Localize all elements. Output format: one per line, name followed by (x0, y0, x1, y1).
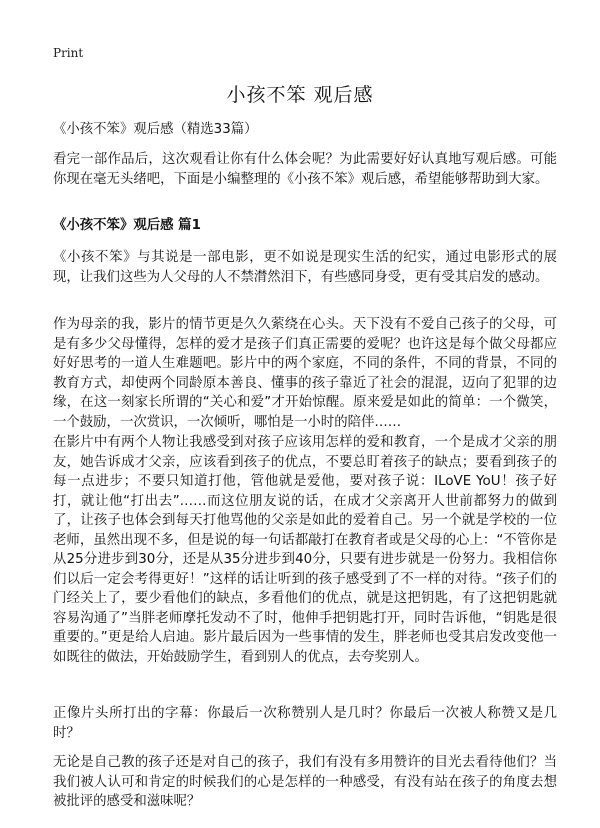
body-paragraph-1: 《小孩不笨》与其说是一部电影，更不如说是现实生活的纪实，通过电影形式的展现，让我们这些为人父母的人不禁潸然泪下，有些感同身受，更有受其启发的感动。 (53, 250, 557, 285)
document-subtitle: 《小孩不笨》观后感（精选33篇） (53, 122, 258, 137)
body-paragraph-4: 正像片头所打出的字幕：你最后一次称赞别人是几时？你最后一次被人称赞又是几时？ (53, 706, 557, 741)
section-heading: 《小孩不笨》观后感 篇1 (53, 218, 201, 233)
intro-paragraph: 看完一部作品后，这次观看让你有什么体会呢？为此需要好好认真地写观后感。可能你现在毫无头绪吧，下面是小编整理的《小孩不笨》观后感，希望能够帮助到大家。 (53, 152, 557, 187)
body-paragraph-2: 作为母亲的我，影片的情节更是久久萦绕在心头。天下没有不爱自己孩子的父母，可是有多少父母懂得，怎样的爱才是孩子们真正需要的爱呢？也许这是每个做父母都应好好思考的一道人生难题吧。影片中的两个家庭，不同的条件，不同的背景，不同的教育方式，却使两个同龄原本善良、懂事的孩子靠近了社会的混混，迈向了犯罪的边缘，在这一刻家长所谓的“关心和爱”才开始惊醒。原来爱是如此的简单：一个微笑，一个鼓励，一次赏识，一次倾听，哪怕是一小时的陪伴…… (53, 317, 557, 430)
body-paragraph-3: 在影片中有两个人物让我感受到对孩子应该用怎样的爱和教育，一个是成才父亲的朋友，她告诉成才父亲，应该看到孩子的优点，不要总盯着孩子的缺点；要看到孩子的每一点进步；不要只知道打他，管他就是爱他，要对孩子说：ILoVE YoU！孩子好打，就让他“打出去”……而这位朋友说的话，在成才父亲离开人世前都努力的做到了，让孩子也体会到每天打他骂他的父亲是如此的爱着自己。另一个就是学校的一位老师，虽然出现不多，但是说的每一句话都敲打在教育者或是父母的心上：“不管你是从25分进步到30分，还是从35分进步到40分，只要有进步就是一份努力。我相信你们以后一定会考得更好！”这样的话让听到的孩子感受到了不一样的对待。“孩子们的门经关上了，要少看他们的缺点，多看他们的优点，就是这把钥匙，有了这把钥匙就容易沟通了”当胖老师摩托发动不了时，他伸手把钥匙打开，同时告诉他，“钥匙是很重要的。”更是给人启迪。影片最后因为一些事情的发生，胖老师也受其启发改变他一如既往的做法，开始鼓励学生，看到别人的优点，去夸奖别人。 (53, 435, 557, 665)
print-label: Print (53, 46, 84, 60)
page-title: 小孩不笨 观后感 (226, 84, 374, 106)
body-paragraph-5: 无论是自己教的孩子还是对自己的孩子，我们有没有多用赞许的目光去看待他们？当我们被人认可和肯定的时候我们的心是怎样的一种感受，有没有站在孩子的角度去想被批评的感受和滋味呢？ (53, 755, 557, 809)
